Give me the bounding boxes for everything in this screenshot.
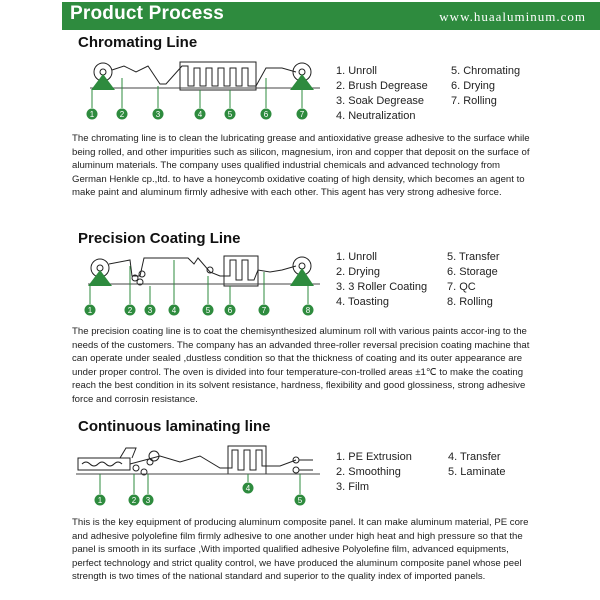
- chromating-line-diagram: [70, 54, 332, 130]
- precision-coating-legend: [336, 250, 576, 314]
- laminating-description: This is the key equipment of producing aluminum composite panel. It can make aluminum material, PE core and adhesive polyolefine film firmly adhesive to one another under high heat and high pressure so that the panel is smooth in its surface ,With imported qualified adhesive Polyolefine film, advanced equipments, perfect technology and strict quality control, we have produced the aluminum composite panel whose peel strength is two times of the national standard and superior to the quality index of imported panels.: [72, 517, 529, 583]
- chromating-description: The chromating line is to clean the lubricating grease and antioxidative grease adhesive to the surface while being rolled, and other impurities such as silicon, magnesium, iron and copper that deposit on the surface of aluminum materials. The company uses qualified industrial chemicals and advanced technology from German Henkle cp.,ltd. to have a honeycomb oxidative coating of high density, which becomes an agent to make paint and aluminum firmly adhesive with each other. This agent has very strong adhesive force.: [72, 133, 530, 199]
- rolling-stand: [290, 268, 314, 286]
- svg-text:5: 5: [205, 306, 211, 315]
- svg-text:8: 8: [305, 306, 311, 315]
- pe-extruder: [78, 458, 130, 470]
- legend-item: 5. Laminate: [448, 466, 506, 478]
- legend-item: 4. Toasting: [336, 296, 390, 308]
- svg-text:3: 3: [155, 110, 161, 119]
- svg-text:7: 7: [261, 306, 267, 315]
- website-url: www.huaaluminum.com: [439, 9, 586, 24]
- chromating-legend: [336, 64, 576, 128]
- svg-text:3: 3: [147, 306, 153, 315]
- legend-item: 5. Chromating: [451, 65, 521, 77]
- laminating-legend: [336, 450, 576, 500]
- laminating-line-diagram: [70, 438, 332, 512]
- legend-item: 1. PE Extrusion: [336, 451, 412, 463]
- legend-item: 1. Unroll: [336, 251, 377, 263]
- precision-coating-diagram: [70, 250, 332, 322]
- legend-item: 3. Film: [336, 481, 369, 493]
- svg-text:6: 6: [227, 306, 233, 315]
- page-title: Product Process: [70, 3, 224, 24]
- legend-item: 4. Transfer: [448, 451, 501, 463]
- svg-text:1: 1: [89, 110, 95, 119]
- storage-box: [224, 256, 258, 286]
- legend-item: 5. Transfer: [447, 251, 500, 263]
- svg-text:5: 5: [297, 496, 303, 505]
- svg-text:1: 1: [87, 306, 93, 315]
- legend-item: 2. Smoothing: [336, 466, 401, 478]
- legend-item: 6. Drying: [451, 80, 496, 92]
- section-title-chromating: Chromating Line: [78, 34, 198, 51]
- legend-item: 6. Storage: [447, 266, 498, 278]
- svg-text:4: 4: [245, 484, 251, 493]
- svg-text:4: 4: [171, 306, 177, 315]
- section-title-precision-coating: Precision Coating Line: [78, 230, 241, 247]
- svg-text:2: 2: [127, 306, 133, 315]
- svg-text:4: 4: [197, 110, 203, 119]
- svg-text:3: 3: [145, 496, 151, 505]
- legend-item: 2. Brush Degrease: [336, 80, 428, 92]
- legend-item: 3. 3 Roller Coating: [336, 281, 428, 293]
- svg-text:7: 7: [299, 110, 305, 119]
- svg-text:2: 2: [119, 110, 125, 119]
- legend-item: 8. Rolling: [447, 296, 493, 308]
- svg-text:1: 1: [97, 496, 103, 505]
- legend-item: 1. Unroll: [336, 65, 377, 77]
- legend-item: 3. Soak Degrease: [336, 95, 425, 107]
- section-title-laminating: Continuous laminating line: [78, 418, 271, 435]
- page-header: [0, 0, 600, 32]
- legend-item: 2. Drying: [336, 266, 381, 278]
- legend-item: 7. QC: [447, 281, 476, 293]
- legend-item: 7. Rolling: [451, 95, 497, 107]
- svg-text:5: 5: [227, 110, 233, 119]
- legend-item: 4. Neutralization: [336, 110, 416, 122]
- svg-text:6: 6: [263, 110, 269, 119]
- precision-coating-description: The precision coating line is to coat the chemisynthesized aluminum roll with various paints accor-ing to the needs of the customers. The company has an advanded three-roller reversal precision coating machine that can operate under sealed ,dustless condition so that the thickness of coating and its outer appearance are under proper control. The oven is divided into four temperature-con-trolled areas ±1℃ to make the coating reach the best condition in its solvent resistance, hardness, flexibility and good glossiness, strong adhesive force and corrosin resistance.: [72, 326, 530, 405]
- svg-text:2: 2: [131, 496, 137, 505]
